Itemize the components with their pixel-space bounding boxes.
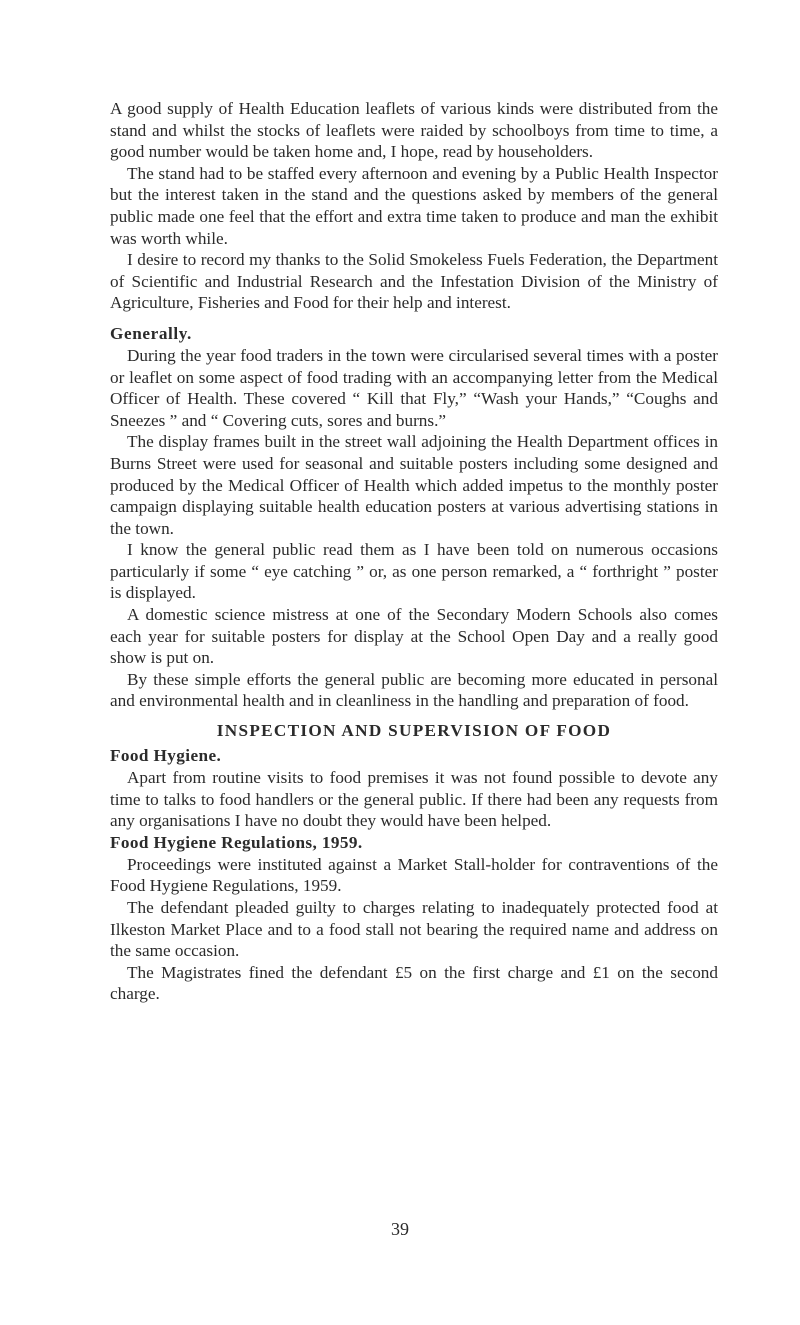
paragraph: I know the general public read them as I have been told on numerous occasions particularly if some “ eye catching ” or, as one person remarked, a “ forthright ” poster is displayed. (110, 540, 718, 603)
generally-heading: Generally. (110, 323, 192, 343)
paragraph: By these simple efforts the general public are becoming more educated in personal and environmental health and in cleanliness in the handling and preparation of food. (110, 669, 718, 711)
paragraph: A good supply of Health Education leaflets of various kinds were distributed from the stand and whilst the stocks of leaflets were raided by schoolboys from time to time, a good number would be taken home and, I hope, read by householders. (110, 99, 718, 162)
regulations-heading: Food Hygiene Regulations, 1959. (110, 832, 363, 852)
food-hygiene-heading: Food Hygiene. (110, 746, 222, 766)
paragraph: I desire to record my thanks to the Solid Smokeless Fuels Federation, the Department of Scientific and Industrial Research and the Infestation Division of the Ministry of Agriculture, Fisheries and Food for their help and interest. (110, 250, 718, 313)
paragraph: Apart from routine visits to food premises it was not found possible to devote any time to talks to food handlers or the general public. If there had been any requests from any organisations I have no doubt they would have been helped. (110, 768, 718, 831)
section-heading: INSPECTION AND SUPERVISION OF FOOD (216, 721, 612, 741)
paragraph: The stand had to be staffed every afternoon and evening by a Public Health Inspector but the interest taken in the stand and the questions asked by members of the general public made one feel that the effort and extra time taken to produce and man the exhibit was worth while. (110, 163, 718, 248)
paragraph: The display frames built in the street wall adjoining the Health Department offices in Burns Street were used for seasonal and suitable posters including some designed and produced by the Medical Officer of Health which added impetus to the monthly poster campaign displaying suitable health education posters at various advertising stations in the town. (110, 432, 718, 538)
paragraph: The defendant pleaded guilty to charges relating to inadequately protected food at Ilkeston Market Place and to a food stall not bearing the required name and address on the same occasion. (110, 898, 718, 961)
page-number: 39 (391, 1219, 409, 1239)
paragraph: Proceedings were instituted against a Market Stall-holder for contraventions of the Food Hygiene Regulations, 1959. (110, 854, 718, 896)
paragraph: During the year food traders in the town were circularised several times with a poster or leaflet on some aspect of food trading with an accompanying letter from the Medical Officer of Health. These covered “ Kill that Fly,” “Wash your Hands,” “Coughs and Sneezes ” and “ Covering cuts, sores and burns.” (110, 345, 718, 430)
document-page (110, 98, 718, 1005)
paragraph: A domestic science mistress at one of the Secondary Modern Schools also comes each year for suitable posters for display at the School Open Day and a really good show is put on. (110, 605, 718, 668)
paragraph: The Magistrates fined the defendant £5 on the first charge and £1 on the second charge. (110, 962, 718, 1004)
